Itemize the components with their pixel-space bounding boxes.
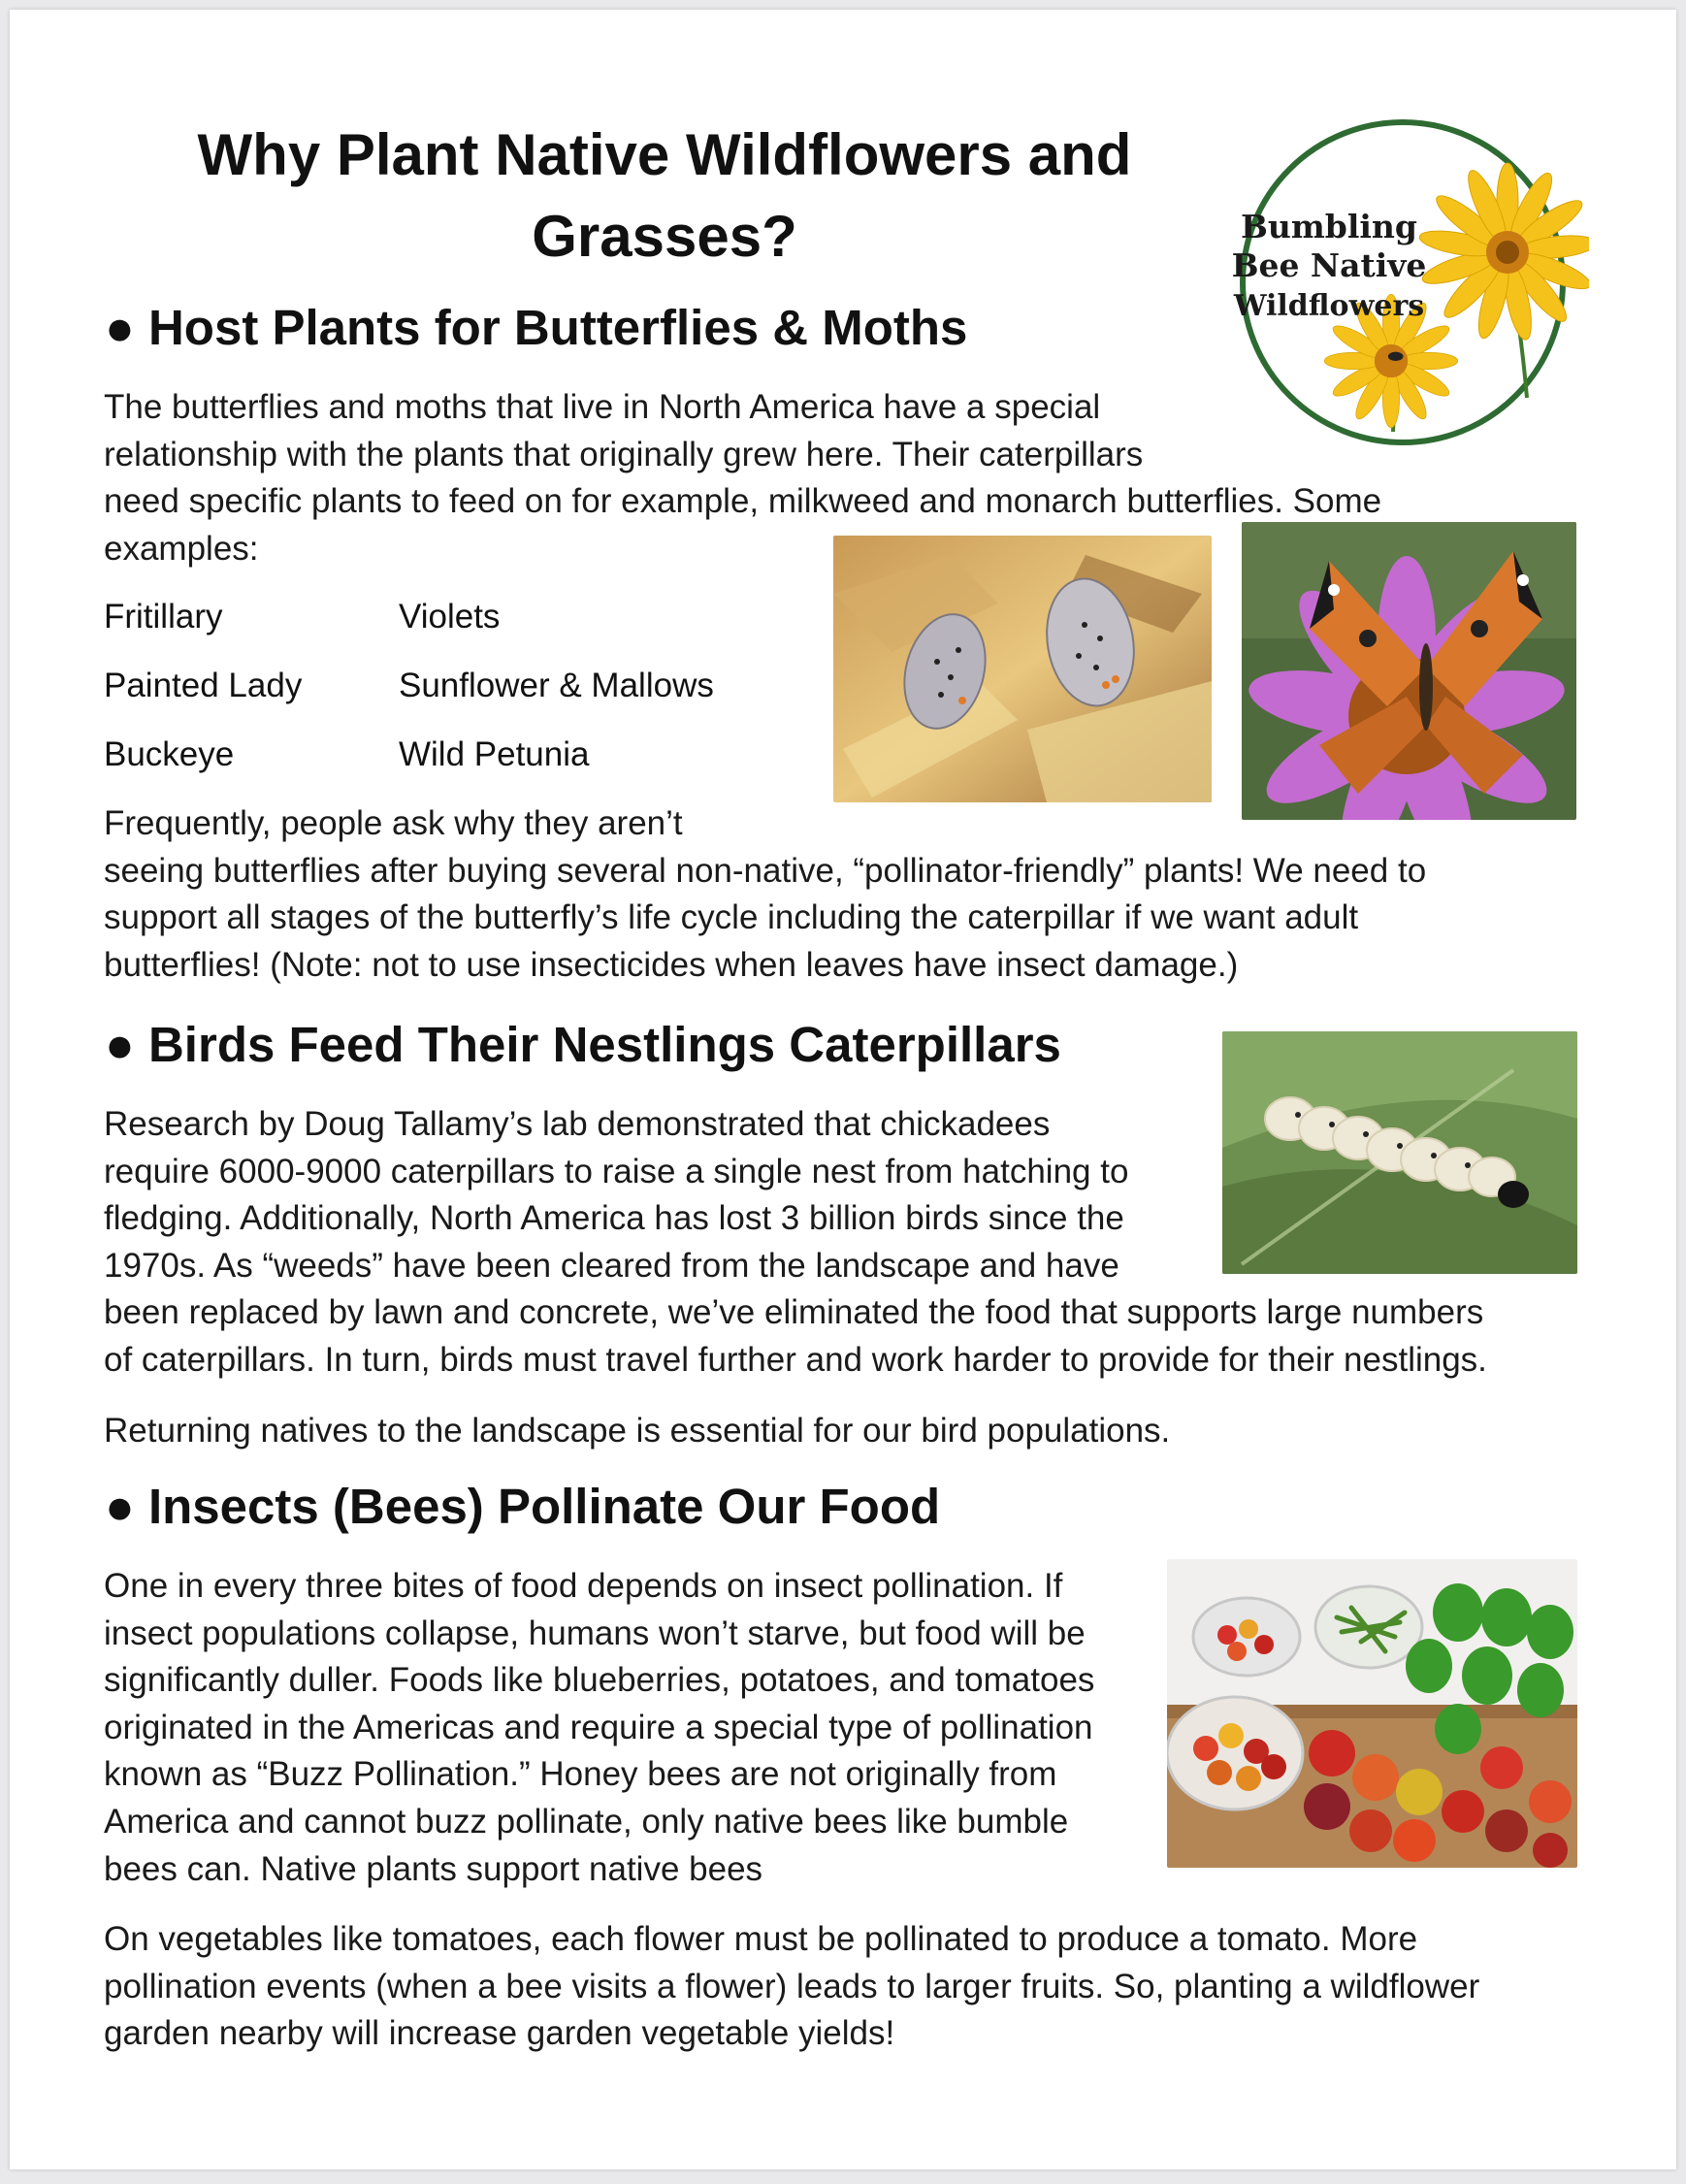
text-line: need specific plants to feed on for example, milkweed and monarch butterflies. Some — [104, 482, 1382, 521]
example-plant: Sunflower & Mallows — [399, 667, 714, 704]
section-heading-insects: ● Insects (Bees) Pollinate Our Food — [105, 1479, 941, 1534]
text-line: require 6000-9000 caterpillars to raise a single nest from hatching to — [104, 1152, 1129, 1190]
text-line: known as “Buzz Pollination.” Honey bees are not originally from — [104, 1755, 1057, 1794]
text-line: bees can. Native plants support native bees — [104, 1849, 763, 1888]
text-line: On vegetables like tomatoes, each flower must be pollinated to produce a tomato. More — [104, 1920, 1418, 1958]
text-line: One in every three bites of food depends on insect pollination. If — [104, 1567, 1063, 1605]
page-title: Why Plant Native Wildflowers and Grasses? — [197, 122, 1132, 269]
photo-fritillary-butterflies — [833, 536, 1212, 802]
text-line: examples: — [104, 529, 259, 568]
text-line: Research by Doug Tallamy’s lab demonstrated that chickadees — [104, 1105, 1051, 1143]
example-plant: Wild Petunia — [399, 735, 590, 773]
text-line: Frequently, people ask why they aren’t — [104, 804, 683, 842]
text-line: pollination events (when a bee visits a flower) leads to larger fruits. So, planting a wildflower — [104, 1967, 1480, 2005]
section1-closing — [104, 800, 1426, 989]
text-line: insect populations collapse, humans won’t starve, but food will be — [104, 1614, 1086, 1652]
example-butterfly: Buckeye — [104, 735, 235, 773]
section-heading-birds: ● Birds Feed Their Nestlings Caterpillars — [105, 1017, 1061, 1072]
logo-text-line3: Wildflowers — [1233, 289, 1425, 323]
text-line: of caterpillars. In turn, birds must travel further and work harder to provide for their nestlings. — [104, 1340, 1487, 1379]
text-line: relationship with the plants that originally grew here. Their caterpillars — [104, 435, 1144, 473]
photo-painted-lady — [1242, 522, 1576, 820]
text-line: butterflies! (Note: not to use insecticides when leaves have insect damage.) — [104, 945, 1239, 984]
section2-body — [104, 1101, 1487, 1385]
text-line: 1970s. As “weeds” have been cleared from the landscape and have — [104, 1246, 1119, 1285]
logo-text-line2: Bee Native — [1231, 246, 1427, 284]
section3-body — [104, 1563, 1094, 1893]
example-plant: Violets — [399, 598, 501, 636]
text-line: seeing butterflies after buying several non-native, “pollinator-friendly” plants! We need to — [104, 851, 1427, 890]
text-line: America and cannot buzz pollinate, only native bees like bumble — [104, 1802, 1069, 1841]
document-page — [10, 10, 1676, 2169]
logo-text-line1: Bumbling — [1240, 208, 1418, 245]
section2-closing: Returning natives to the landscape is essential for our bird populations. — [104, 1412, 1171, 1450]
section3-closing — [104, 1916, 1479, 2058]
photo-garden-vegetables — [1167, 1559, 1577, 1868]
section-heading-host-plants: ● Host Plants for Butterflies & Moths — [105, 300, 968, 355]
example-butterfly: Painted Lady — [104, 667, 303, 704]
text-line: fledging. Additionally, North America has lost 3 billion birds since the — [104, 1199, 1124, 1238]
text-line: The butterflies and moths that live in North America have a special — [104, 388, 1101, 426]
text-line: originated in the Americas and require a special type of pollination — [104, 1708, 1093, 1746]
text-line: garden nearby will increase garden vegetable yields! — [104, 2014, 895, 2053]
text-line: support all stages of the butterfly’s life cycle including the caterpillar if we want adult — [104, 898, 1359, 937]
text-line: been replaced by lawn and concrete, we’ve eliminated the food that supports large numbers — [104, 1293, 1484, 1332]
example-butterfly: Fritillary — [104, 598, 223, 636]
text-line: significantly duller. Foods like blueberries, potatoes, and tomatoes — [104, 1661, 1095, 1700]
